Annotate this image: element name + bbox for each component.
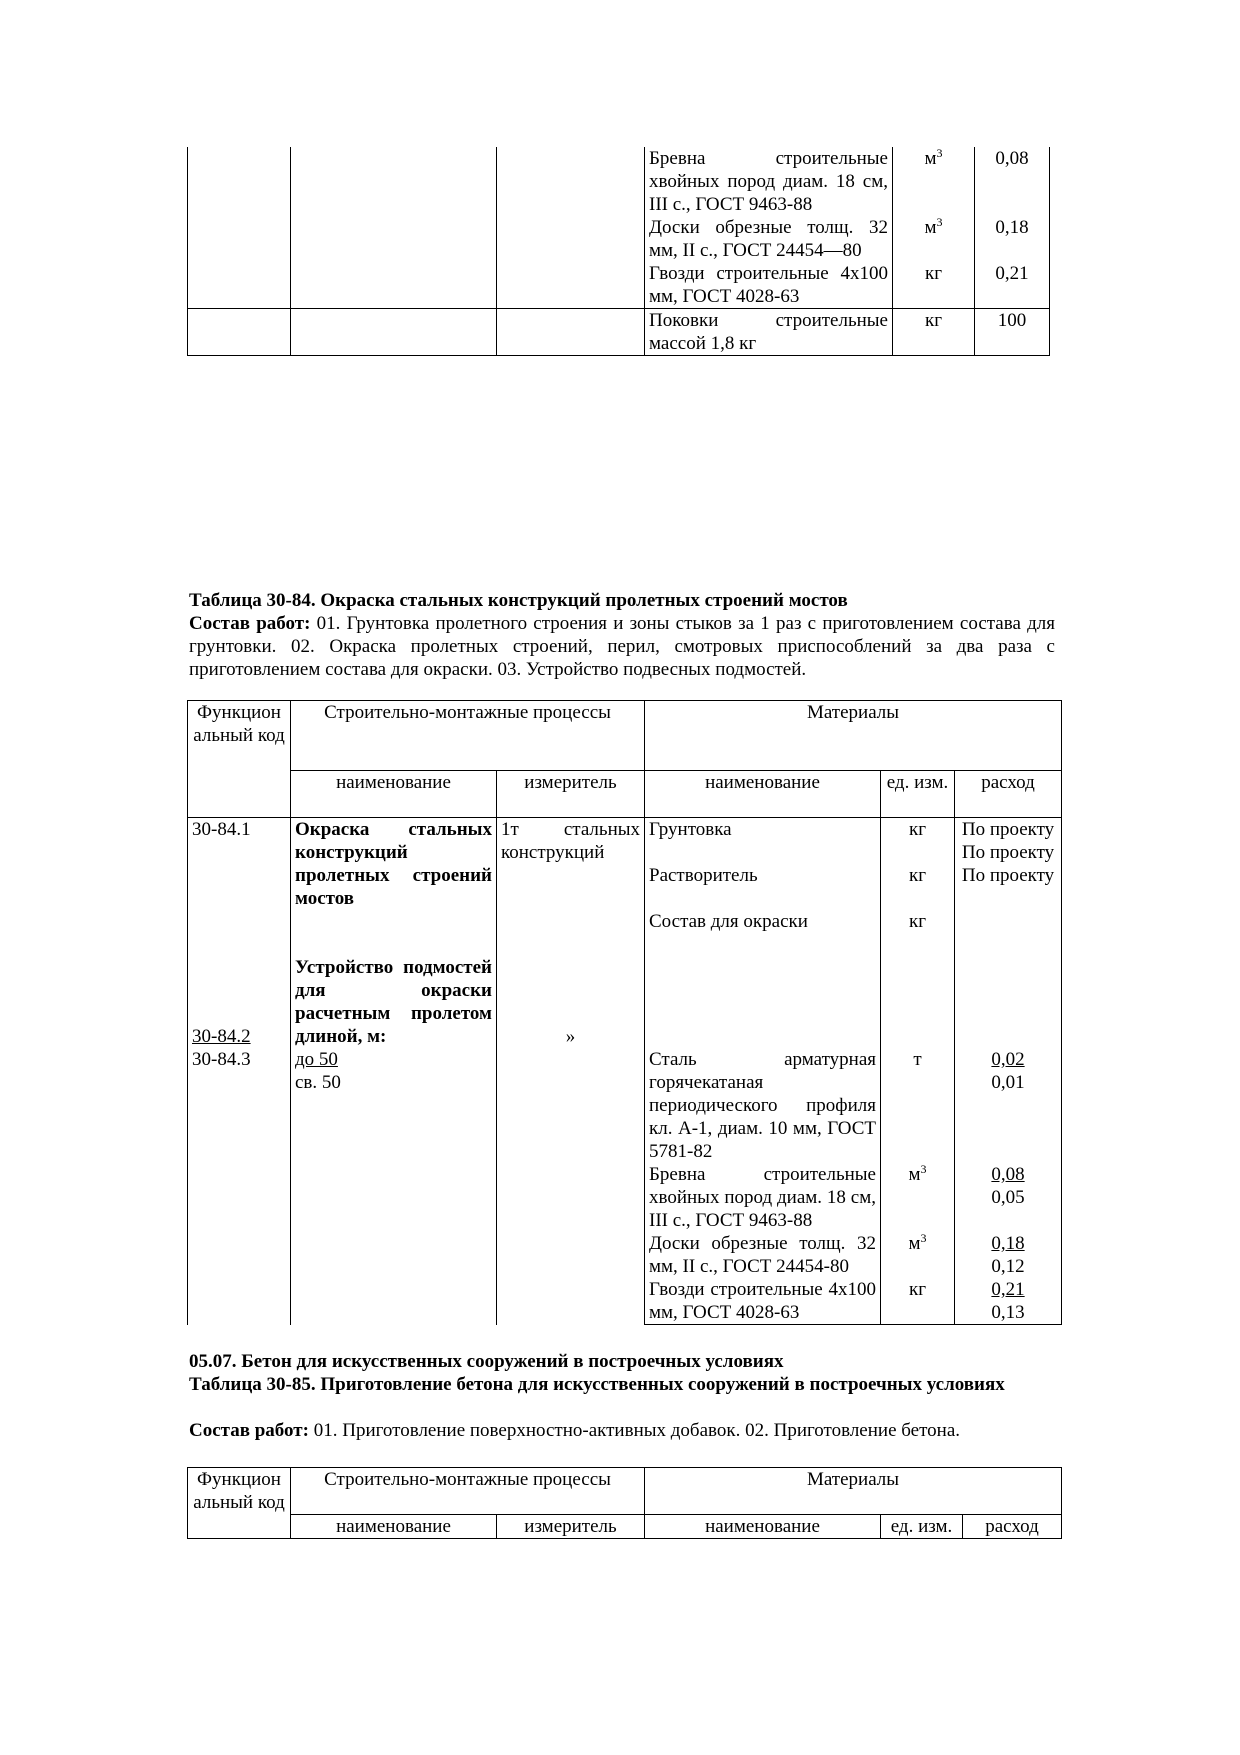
code-30-84-2: 30-84.2: [192, 1026, 251, 1047]
header-mat-unit: ед. изм.: [881, 771, 955, 818]
units-group-2: [881, 1048, 955, 1325]
material-unit: кг: [908, 865, 927, 886]
material-name: Поковки строительные массой 1,8 кг: [645, 309, 893, 356]
material-name: Гвозди строительные 4х100 мм, ГОСТ 4028-63: [645, 262, 893, 309]
variant-over-50: св. 50: [295, 1072, 341, 1093]
header-code: Функцион альный код: [188, 701, 291, 818]
material-unit: кг: [893, 262, 975, 309]
materials-group-1: [645, 818, 881, 1049]
material-unit: кг: [908, 911, 927, 932]
header-row: [188, 1468, 1062, 1515]
table-row: [188, 262, 1050, 309]
material-name: Бревна строительные хвойных пород диам. 18 см, III с., ГОСТ 9463-88: [649, 1164, 876, 1231]
material-amount: 0,21: [975, 262, 1050, 309]
material-name: Бревна строительные хвойных пород диам. 18 см, III с., ГОСТ 9463-88: [645, 147, 893, 216]
material-name: Состав для окраски: [649, 911, 808, 932]
header-processes: Строительно-монтажные процессы: [291, 1468, 645, 1515]
material-amount: 0,08: [975, 147, 1050, 216]
material-amount: 0,08 0,05: [991, 1164, 1025, 1208]
process-name-2: Устройство подмостей для окраски расчетным пролетом длиной, м:: [295, 957, 492, 1047]
meter-1: 1т стальных конструкций: [501, 819, 640, 863]
code-cell: 30-84.1 30-84.2 30-84.3: [188, 818, 291, 1325]
material-unit: $м^3$: [893, 216, 975, 262]
material-name: Растворитель: [649, 865, 758, 886]
material-amount: 0,18 0,12: [991, 1233, 1025, 1277]
material-amount: 100: [975, 309, 1050, 356]
header-proc-name: наименование: [291, 771, 497, 818]
header-proc-meter: измеритель: [497, 771, 645, 818]
units-group-1: [881, 818, 955, 1049]
material-unit: кг: [908, 1279, 927, 1300]
material-name: Доски обрезные толщ. 32 мм, II с., ГОСТ 24454-80: [649, 1233, 876, 1277]
header-mat-name: наименование: [645, 1515, 881, 1539]
header-mat-amount: расход: [955, 771, 1062, 818]
amounts-group-2: [955, 1048, 1062, 1325]
table-title: Таблица 30-85. Приготовление бетона для искусственных сооружений в построечных условиях: [189, 1374, 1005, 1395]
amounts-group-1: [955, 818, 1062, 1049]
material-name: Сталь арматурная горячекатаная периодического профиля кл. А-1, диам. 10 мм, ГОСТ 5781-82: [649, 1049, 876, 1162]
code-30-84-3: 30-84.3: [192, 1049, 251, 1070]
header-row: [188, 701, 1062, 771]
header-materials: Материалы: [645, 1468, 1062, 1515]
work-text: 01. Грунтовка пролетного строения и зоны стыков за 1 раз с приготовлением состава для грунтовки. 02. Окраска пролетных строений, перил, смотровых приспособлений за два раза с приготовлением состава для окраски. 03. Устройство подвесных подмостей.: [189, 613, 1055, 680]
meter-cell: [497, 147, 645, 216]
meter-2: »: [565, 1026, 576, 1047]
material-name: Гвозди строительные 4х100 мм, ГОСТ 4028-63: [649, 1279, 876, 1323]
table-30-84: [187, 700, 1062, 1325]
code-cell: [188, 147, 291, 216]
table-row: [188, 818, 1062, 1049]
material-amount: По проекту: [961, 842, 1055, 863]
chapter-title: 05.07. Бетон для искусственных сооружений в построечных условиях: [189, 1351, 784, 1372]
material-unit: $м^3$: [908, 1231, 927, 1254]
material-unit: т: [913, 1049, 922, 1070]
material-unit: кг: [908, 819, 927, 840]
process-cell: [291, 147, 497, 216]
header-mat-amount: расход: [963, 1515, 1062, 1539]
header-row: [188, 771, 1062, 818]
header-mat-unit: ед. изм.: [881, 1515, 963, 1539]
work-description: [189, 1419, 1055, 1442]
material-amount: По проекту: [961, 819, 1055, 840]
material-name: Доски обрезные толщ. 32 мм, II с., ГОСТ 24454—80: [645, 216, 893, 262]
header-mat-name: наименование: [645, 771, 881, 818]
table-row: [188, 309, 1050, 356]
materials-group-2: [645, 1048, 881, 1325]
material-amount: 0,18: [975, 216, 1050, 262]
table-title: Таблица 30-84. Окраска стальных конструкций пролетных строений мостов: [189, 590, 848, 611]
header-proc-meter: измеритель: [497, 1515, 645, 1539]
material-unit: кг: [893, 309, 975, 356]
table-row: [188, 216, 1050, 262]
material-amount: 0,02 0,01: [991, 1049, 1025, 1093]
material-name: Грунтовка: [649, 819, 732, 840]
work-label: Состав работ:: [189, 1420, 309, 1441]
work-description: [189, 612, 1055, 681]
table-row: [188, 147, 1050, 216]
header-proc-name: наименование: [291, 1515, 497, 1539]
header-code: Функцион альный код: [188, 1468, 291, 1539]
work-text: 01. Приготовление поверхностно-активных добавок. 02. Приготовление бетона.: [308, 1420, 961, 1441]
header-row: [188, 1515, 1062, 1539]
continuation-table: [187, 147, 1050, 356]
header-processes: Строительно-монтажные процессы: [291, 701, 645, 771]
material-amount: 0,21 0,13: [991, 1279, 1025, 1323]
process-name-1: Окраска стальных конструкций пролетных строений мостов: [295, 819, 492, 909]
header-materials: Материалы: [645, 701, 1062, 771]
table-30-85: [187, 1467, 1062, 1539]
material-unit: $м^3$: [893, 147, 975, 216]
process-cell: [291, 818, 497, 1325]
material-amount: По проекту: [961, 865, 1055, 886]
material-unit: $м^3$: [908, 1162, 927, 1185]
variant-up-to-50: до 50: [295, 1049, 338, 1070]
work-label: Состав работ:: [189, 613, 311, 634]
meter-cell: [497, 818, 645, 1325]
